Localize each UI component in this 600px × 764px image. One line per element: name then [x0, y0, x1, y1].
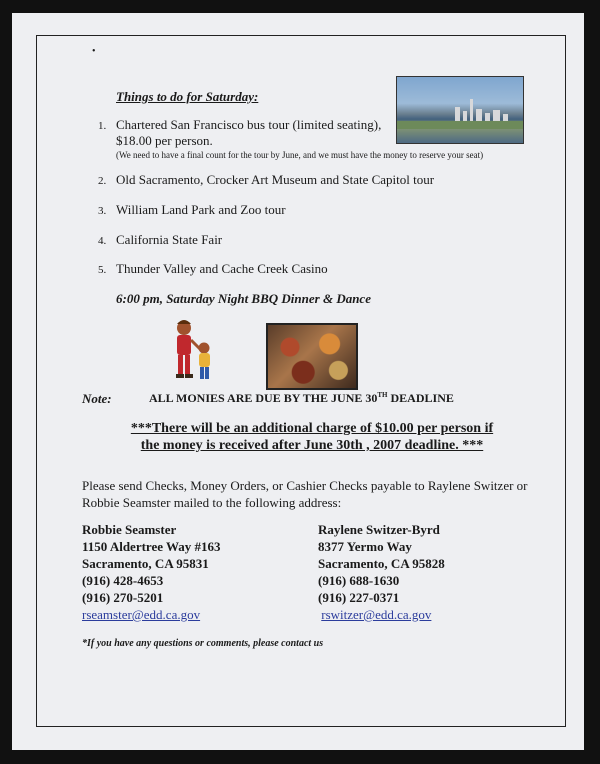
contact-phone: (916) 688-1630	[318, 573, 400, 588]
item-note: (We need to have a final count for the tour by June, and we must have the money to reserve your seat)	[116, 150, 484, 160]
list-item: 4. California State Fair	[98, 232, 223, 247]
flyer-page	[12, 13, 584, 750]
bbq-food-photo	[266, 323, 358, 390]
contact-street: 8377 Yermo Way	[318, 539, 412, 554]
list-item: 1. Chartered San Francisco bus tour (limited seating), $18.00 per person. (We need to have a final count for the tour by June, and we must have the money to reserve your seat)	[98, 117, 484, 160]
payment-instructions: Please send Checks, Money Orders, or Cashier Checks payable to Raylene Switzer or Robbie Seamster mailed to the following address:	[82, 478, 528, 510]
deadline-note: ALL MONIES ARE DUE BY THE JUNE 30TH DEADLINE	[149, 391, 454, 405]
item-price: $18.00 per person.	[116, 133, 213, 148]
note-label: Note:	[82, 391, 112, 406]
contact-name: Raylene Switzer-Byrd	[318, 522, 440, 537]
contact-city: Sacramento, CA 95831	[82, 556, 209, 571]
dancing-kids-clipart	[170, 316, 218, 386]
contact-block	[82, 521, 221, 623]
contact-city: Sacramento, CA 95828	[318, 556, 445, 571]
contact-footer: *If you have any questions or comments, please contact us	[82, 638, 324, 649]
contact-phone: (916) 428-4653	[82, 573, 164, 588]
contact-email-link[interactable]: rswitzer@edd.ca.gov	[321, 607, 432, 622]
stray-mark: •	[92, 46, 96, 57]
contact-name: Robbie Seamster	[82, 522, 177, 537]
contact-street: 1150 Aldertree Way #163	[82, 539, 221, 554]
contact-phone: (916) 270-5201	[82, 590, 164, 605]
contact-email-link[interactable]: rseamster@edd.ca.gov	[82, 607, 201, 622]
late-charge-warning: ***There will be an additional charge of $10.00 per person if the money is received after June 30th , 2007 deadline. ***	[130, 421, 494, 453]
contact-block	[318, 521, 445, 623]
item-text: Chartered San Francisco bus tour (limited seating),	[116, 117, 382, 132]
saturday-heading: Things to do for Saturday:	[116, 89, 259, 104]
list-item: 2. Old Sacramento, Crocker Art Museum and State Capitol tour	[98, 172, 435, 187]
list-item: 5. Thunder Valley and Cache Creek Casino	[98, 261, 328, 276]
list-item: 3. William Land Park and Zoo tour	[98, 202, 286, 217]
contact-phone: (916) 227-0371	[318, 590, 400, 605]
bbq-dinner-line: 6:00 pm, Saturday Night BBQ Dinner & Dance	[116, 291, 371, 306]
